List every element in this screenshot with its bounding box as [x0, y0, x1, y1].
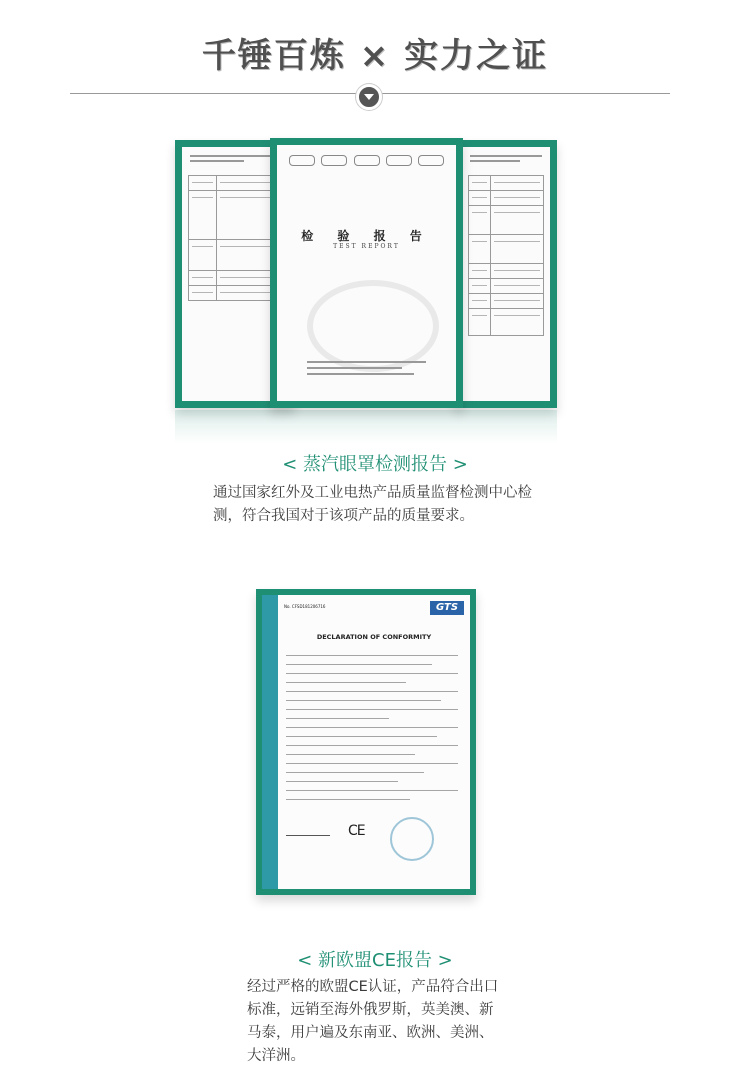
ce-certificate — [256, 589, 476, 895]
certificate-number: No. CFSD181206716 — [284, 604, 326, 609]
issuer-lines — [307, 361, 426, 379]
certification-logos — [289, 155, 444, 166]
ce-description: 经过严格的欧盟CE认证，产品符合出口标准，远销至海外俄罗斯，英美澳、新马泰，用户遍及东南亚、欧洲、美洲、大洋洲。 — [247, 979, 499, 1064]
test-report-cover — [270, 138, 463, 408]
report-page-right — [455, 140, 557, 408]
signature — [286, 825, 330, 836]
report-caption: < 蒸汽眼罩检测报告 > — [282, 454, 468, 475]
certificate-body-text — [286, 655, 458, 808]
ce-mark: CE — [348, 823, 365, 839]
chevron-down-icon — [356, 84, 382, 110]
report-description: 通过国家红外及工业电热产品质量监督检测中心检测，符合我国对于该项产品的质量要求。 — [213, 485, 532, 524]
watermark — [307, 280, 439, 372]
gts-seal — [390, 817, 434, 861]
report-title-en: TEST REPORT — [333, 243, 400, 250]
ce-caption: < 新欧盟CE报告 > — [297, 950, 453, 971]
image-reflection — [175, 410, 557, 444]
certificate-title: DECLARATION OF CONFORMITY — [316, 633, 432, 641]
certificate-side-band — [262, 595, 278, 889]
page-title: 千锤百炼 × 实力之证 — [201, 36, 549, 76]
gts-logo: GTS — [430, 601, 464, 615]
report-title-cn: 检 验 报 告 — [301, 229, 432, 243]
